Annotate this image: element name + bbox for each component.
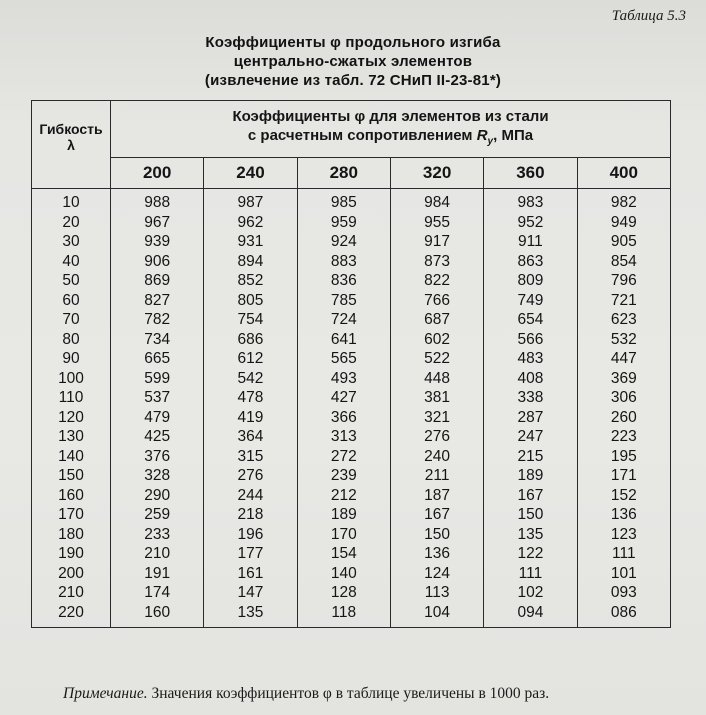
coefficient-cell: 189 bbox=[297, 505, 390, 525]
coefficient-cell: 863 bbox=[484, 252, 577, 272]
coefficient-cell: 447 bbox=[577, 349, 670, 369]
caption-line-3: (извлечение из табл. 72 СНиП II-23-81*) bbox=[204, 72, 502, 89]
coefficient-cell: 542 bbox=[204, 369, 297, 389]
table-row bbox=[32, 583, 671, 603]
coefficient-cell: 785 bbox=[297, 291, 390, 311]
coefficient-cell: 917 bbox=[390, 232, 483, 252]
slenderness-cell: 140 bbox=[32, 447, 111, 467]
table-row bbox=[32, 232, 671, 252]
coefficient-cell: 161 bbox=[204, 564, 297, 584]
table-row bbox=[32, 603, 671, 628]
coefficient-cell: 101 bbox=[577, 564, 670, 584]
header-strength-240: 240 bbox=[204, 158, 297, 189]
coefficient-cell: 906 bbox=[111, 252, 204, 272]
coefficient-cell: 873 bbox=[390, 252, 483, 272]
coefficient-cell: 766 bbox=[390, 291, 483, 311]
coefficient-cell: 955 bbox=[390, 213, 483, 233]
header-group-line-1: Коэффициенты φ для элементов из стали bbox=[232, 108, 549, 125]
coefficient-cell: 962 bbox=[204, 213, 297, 233]
slenderness-cell: 160 bbox=[32, 486, 111, 506]
slenderness-cell: 30 bbox=[32, 232, 111, 252]
coefficient-cell: 809 bbox=[484, 271, 577, 291]
coefficient-cell: 152 bbox=[577, 486, 670, 506]
header-group-subscript: y bbox=[487, 136, 494, 147]
table-row bbox=[32, 388, 671, 408]
coefficient-cell: 128 bbox=[297, 583, 390, 603]
coefficient-cell: 984 bbox=[390, 193, 483, 213]
coefficient-cell: 240 bbox=[390, 447, 483, 467]
coefficient-cell: 212 bbox=[297, 486, 390, 506]
coefficient-cell: 147 bbox=[204, 583, 297, 603]
header-strength-200: 200 bbox=[111, 158, 204, 189]
header-strength-360: 360 bbox=[484, 158, 577, 189]
table-row bbox=[32, 408, 671, 428]
coefficient-cell: 665 bbox=[111, 349, 204, 369]
coefficient-cell: 967 bbox=[111, 213, 204, 233]
coefficient-cell: 338 bbox=[484, 388, 577, 408]
table-row bbox=[32, 427, 671, 447]
table-row bbox=[32, 349, 671, 369]
coefficient-cell: 196 bbox=[204, 525, 297, 545]
coefficient-cell: 369 bbox=[577, 369, 670, 389]
coefficient-cell: 086 bbox=[577, 603, 670, 628]
coefficient-cell: 754 bbox=[204, 310, 297, 330]
coefficient-cell: 959 bbox=[297, 213, 390, 233]
coefficient-cell: 836 bbox=[297, 271, 390, 291]
coefficient-cell: 306 bbox=[577, 388, 670, 408]
coefficient-cell: 118 bbox=[297, 603, 390, 628]
coefficient-cell: 276 bbox=[390, 427, 483, 447]
coefficient-cell: 136 bbox=[577, 505, 670, 525]
caption-line-1: Коэффициенты φ продольного изгиба bbox=[205, 34, 501, 51]
coefficient-cell: 724 bbox=[297, 310, 390, 330]
coefficient-cell: 483 bbox=[484, 349, 577, 369]
coefficient-cell: 233 bbox=[111, 525, 204, 545]
coefficient-cell: 883 bbox=[297, 252, 390, 272]
coefficient-cell: 272 bbox=[297, 447, 390, 467]
table-row bbox=[32, 447, 671, 467]
slenderness-cell: 190 bbox=[32, 544, 111, 564]
slenderness-cell: 130 bbox=[32, 427, 111, 447]
slenderness-cell: 210 bbox=[32, 583, 111, 603]
slenderness-cell: 180 bbox=[32, 525, 111, 545]
header-strength-400: 400 bbox=[577, 158, 670, 189]
coefficient-cell: 211 bbox=[390, 466, 483, 486]
coefficient-cell: 939 bbox=[111, 232, 204, 252]
slenderness-cell: 40 bbox=[32, 252, 111, 272]
table-row bbox=[32, 310, 671, 330]
coefficient-cell: 869 bbox=[111, 271, 204, 291]
table-row bbox=[32, 271, 671, 291]
coefficient-cell: 160 bbox=[111, 603, 204, 628]
coefficient-cell: 612 bbox=[204, 349, 297, 369]
coefficient-cell: 239 bbox=[297, 466, 390, 486]
header-slenderness bbox=[32, 101, 111, 189]
coefficient-cell: 113 bbox=[390, 583, 483, 603]
coefficient-cell: 478 bbox=[204, 388, 297, 408]
slenderness-cell: 170 bbox=[32, 505, 111, 525]
coefficient-cell: 905 bbox=[577, 232, 670, 252]
coefficient-cell: 276 bbox=[204, 466, 297, 486]
coefficient-cell: 687 bbox=[390, 310, 483, 330]
coefficient-cell: 174 bbox=[111, 583, 204, 603]
coefficient-cell: 102 bbox=[484, 583, 577, 603]
coefficient-cell: 150 bbox=[484, 505, 577, 525]
header-lambda-symbol: λ bbox=[67, 137, 75, 153]
table-row bbox=[32, 291, 671, 311]
coefficient-cell: 140 bbox=[297, 564, 390, 584]
coefficient-cell: 135 bbox=[204, 603, 297, 628]
table-row bbox=[32, 252, 671, 272]
table-row bbox=[32, 330, 671, 350]
coefficient-cell: 952 bbox=[484, 213, 577, 233]
coefficient-cell: 427 bbox=[297, 388, 390, 408]
slenderness-cell: 90 bbox=[32, 349, 111, 369]
coefficient-cell: 987 bbox=[204, 193, 297, 213]
table-row bbox=[32, 544, 671, 564]
coefficient-cell: 195 bbox=[577, 447, 670, 467]
coefficient-cell: 321 bbox=[390, 408, 483, 428]
slenderness-cell: 100 bbox=[32, 369, 111, 389]
coefficient-cell: 315 bbox=[204, 447, 297, 467]
coefficient-cell: 419 bbox=[204, 408, 297, 428]
coefficient-cell: 104 bbox=[390, 603, 483, 628]
coefficient-cell: 425 bbox=[111, 427, 204, 447]
coefficient-cell: 894 bbox=[204, 252, 297, 272]
coefficient-cell: 493 bbox=[297, 369, 390, 389]
coefficient-cell: 805 bbox=[204, 291, 297, 311]
table-caption bbox=[0, 33, 706, 90]
coefficient-cell: 988 bbox=[111, 193, 204, 213]
slenderness-cell: 200 bbox=[32, 564, 111, 584]
coefficient-cell: 654 bbox=[484, 310, 577, 330]
slenderness-cell: 150 bbox=[32, 466, 111, 486]
coefficient-cell: 749 bbox=[484, 291, 577, 311]
coefficient-cell: 366 bbox=[297, 408, 390, 428]
coefficient-cell: 448 bbox=[390, 369, 483, 389]
table-row bbox=[32, 486, 671, 506]
header-group-symbol: R bbox=[476, 127, 488, 144]
coefficient-cell: 949 bbox=[577, 213, 670, 233]
table-row bbox=[32, 564, 671, 584]
table-row bbox=[32, 525, 671, 545]
coefficient-cell: 532 bbox=[577, 330, 670, 350]
coefficient-cell: 854 bbox=[577, 252, 670, 272]
table-row bbox=[32, 213, 671, 233]
coefficient-cell: 827 bbox=[111, 291, 204, 311]
slenderness-cell: 220 bbox=[32, 603, 111, 628]
slenderness-cell: 70 bbox=[32, 310, 111, 330]
slenderness-cell: 110 bbox=[32, 388, 111, 408]
coefficient-cell: 111 bbox=[484, 564, 577, 584]
footnote-text: Значения коэффициентов φ в таблице увеличены в 1000 раз. bbox=[147, 685, 550, 702]
coefficient-cell: 686 bbox=[204, 330, 297, 350]
coefficient-cell: 111 bbox=[577, 544, 670, 564]
coefficients-table bbox=[31, 100, 671, 628]
coefficient-cell: 911 bbox=[484, 232, 577, 252]
coefficient-cell: 364 bbox=[204, 427, 297, 447]
coefficient-cell: 210 bbox=[111, 544, 204, 564]
coefficient-cell: 124 bbox=[390, 564, 483, 584]
slenderness-cell: 120 bbox=[32, 408, 111, 428]
table-row bbox=[32, 193, 671, 213]
header-slenderness-label: Гибкость bbox=[39, 121, 103, 137]
footnote-label: Примечание. bbox=[63, 685, 148, 702]
coefficient-cell: 191 bbox=[111, 564, 204, 584]
coefficient-cell: 244 bbox=[204, 486, 297, 506]
coefficient-cell: 822 bbox=[390, 271, 483, 291]
coefficient-cell: 796 bbox=[577, 271, 670, 291]
coefficient-cell: 734 bbox=[111, 330, 204, 350]
header-group-suffix: , МПа bbox=[493, 127, 534, 144]
coefficient-cell: 376 bbox=[111, 447, 204, 467]
coefficient-cell: 522 bbox=[390, 349, 483, 369]
coefficient-cell: 623 bbox=[577, 310, 670, 330]
coefficient-cell: 223 bbox=[577, 427, 670, 447]
coefficient-cell: 177 bbox=[204, 544, 297, 564]
coefficient-cell: 565 bbox=[297, 349, 390, 369]
coefficient-cell: 852 bbox=[204, 271, 297, 291]
coefficient-cell: 782 bbox=[111, 310, 204, 330]
coefficient-cell: 602 bbox=[390, 330, 483, 350]
coefficient-cell: 189 bbox=[484, 466, 577, 486]
coefficient-cell: 247 bbox=[484, 427, 577, 447]
slenderness-cell: 10 bbox=[32, 193, 111, 213]
header-group-line-2 bbox=[247, 127, 534, 147]
coefficient-cell: 094 bbox=[484, 603, 577, 628]
slenderness-cell: 50 bbox=[32, 271, 111, 291]
coefficient-cell: 290 bbox=[111, 486, 204, 506]
coefficient-cell: 721 bbox=[577, 291, 670, 311]
coefficient-cell: 983 bbox=[484, 193, 577, 213]
header-coefficient-group bbox=[111, 101, 671, 158]
coefficient-cell: 123 bbox=[577, 525, 670, 545]
coefficient-cell: 260 bbox=[577, 408, 670, 428]
coefficient-cell: 259 bbox=[111, 505, 204, 525]
coefficient-cell: 187 bbox=[390, 486, 483, 506]
header-group-prefix: с расчетным сопротивлением bbox=[247, 127, 477, 144]
coefficient-cell: 479 bbox=[111, 408, 204, 428]
coefficient-cell: 599 bbox=[111, 369, 204, 389]
coefficient-cell: 150 bbox=[390, 525, 483, 545]
header-strength-320: 320 bbox=[390, 158, 483, 189]
header-strength-280: 280 bbox=[297, 158, 390, 189]
coefficient-cell: 122 bbox=[484, 544, 577, 564]
coefficient-cell: 167 bbox=[484, 486, 577, 506]
coefficient-cell: 641 bbox=[297, 330, 390, 350]
coefficient-cell: 218 bbox=[204, 505, 297, 525]
coefficient-cell: 982 bbox=[577, 193, 670, 213]
table-row bbox=[32, 505, 671, 525]
slenderness-cell: 60 bbox=[32, 291, 111, 311]
coefficient-cell: 136 bbox=[390, 544, 483, 564]
table-row bbox=[32, 466, 671, 486]
slenderness-cell: 80 bbox=[32, 330, 111, 350]
coefficient-cell: 985 bbox=[297, 193, 390, 213]
coefficient-cell: 566 bbox=[484, 330, 577, 350]
coefficient-cell: 313 bbox=[297, 427, 390, 447]
coefficient-cell: 093 bbox=[577, 583, 670, 603]
coefficient-cell: 328 bbox=[111, 466, 204, 486]
coefficient-cell: 170 bbox=[297, 525, 390, 545]
coefficient-cell: 537 bbox=[111, 388, 204, 408]
caption-line-2: центрально-сжатых элементов bbox=[233, 53, 473, 70]
table-footnote bbox=[63, 685, 549, 703]
coefficient-cell: 381 bbox=[390, 388, 483, 408]
coefficient-cell: 408 bbox=[484, 369, 577, 389]
coefficient-cell: 215 bbox=[484, 447, 577, 467]
table-number-label: Таблица 5.3 bbox=[611, 8, 686, 24]
coefficient-cell: 154 bbox=[297, 544, 390, 564]
coefficient-cell: 287 bbox=[484, 408, 577, 428]
coefficient-cell: 924 bbox=[297, 232, 390, 252]
coefficient-cell: 171 bbox=[577, 466, 670, 486]
coefficient-cell: 931 bbox=[204, 232, 297, 252]
table-row bbox=[32, 369, 671, 389]
coefficient-cell: 135 bbox=[484, 525, 577, 545]
coefficient-cell: 167 bbox=[390, 505, 483, 525]
slenderness-cell: 20 bbox=[32, 213, 111, 233]
